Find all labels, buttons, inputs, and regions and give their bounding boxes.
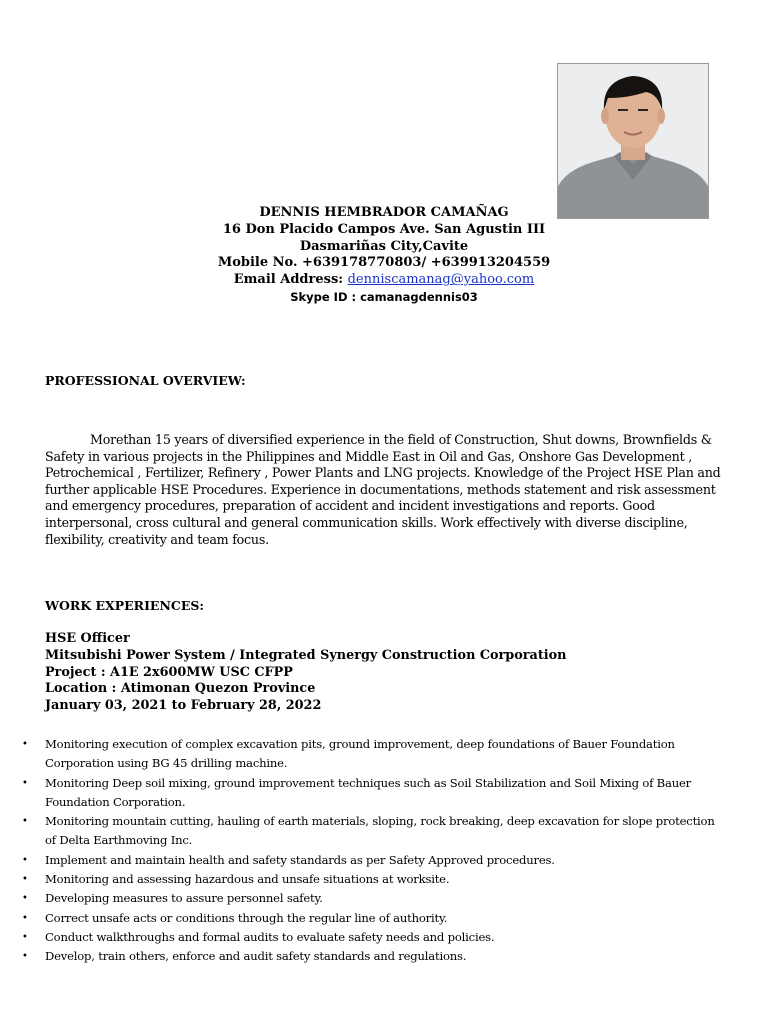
profile-photo — [557, 63, 709, 219]
address-line-2: Dasmariñas City,Cavite — [299, 238, 469, 254]
duty-text: Conduct walkthroughs and formal audits to evaluate safety needs and policies. — [45, 929, 495, 944]
overview-paragraph: Morethan 15 years of diversified experience in the field of Construction, Shut downs, Brownfields & Safety in various projects in the Philippines and Middle East in Oil and Gas, Onshore Gas Development , Petrochemical , Fertilizer, Refinery , Power Plants and LNG projects. Knowledge of the Project HSE Plan and further applicable HSE Procedures. Experience in documentations, methods statement and risk assessment and emergency procedures, preparation of accident and incident investigations and reports. Good interpersonal, cross cultural and general communication skills. Work effectively with diverse discipline, flexibility, creativity and team focus. — [45, 432, 721, 547]
bullet-icon: • — [22, 893, 28, 905]
list-item — [22, 928, 722, 947]
contact-header — [180, 205, 588, 305]
job-dates: January 03, 2021 to February 28, 2022 — [45, 698, 322, 714]
bullet-icon: • — [22, 816, 28, 828]
email-line — [180, 272, 588, 289]
duty-text: Monitoring Deep soil mixing, ground improvement techniques such as Soil Stabilization and Soil Mixing of Bauer Foundation Corporation. — [45, 775, 691, 809]
duty-text: Implement and maintain health and safety standards as per Safety Approved procedures. — [45, 852, 555, 867]
bullet-icon: • — [22, 854, 28, 866]
email-label: Email Address: — [233, 272, 348, 288]
list-item — [22, 870, 722, 889]
profile-photo-image — [558, 64, 708, 218]
job-project: Project : A1E 2x600MW USC CFPP — [45, 664, 293, 680]
work-experience-heading: WORK EXPERIENCES: — [45, 598, 204, 613]
job-entry — [45, 631, 725, 715]
overview-section — [45, 432, 725, 548]
list-item — [22, 774, 722, 813]
duty-text: Monitoring mountain cutting, hauling of earth materials, sloping, rock breaking, deep excavation for slope protection of Delta Earthmoving Inc. — [45, 814, 715, 848]
list-item — [22, 812, 722, 851]
job-location: Location : Atimonan Quezon Province — [45, 681, 316, 697]
bullet-icon: • — [22, 931, 28, 943]
list-item — [22, 851, 722, 870]
overview-heading: PROFESSIONAL OVERVIEW: — [45, 373, 246, 388]
email-link[interactable]: denniscamanag@yahoo.com — [347, 272, 535, 288]
list-item — [22, 735, 722, 774]
duty-text: Correct unsafe acts or conditions through the regular line of authority. — [45, 910, 448, 925]
list-item — [22, 889, 722, 908]
job-position: HSE Officer — [45, 631, 130, 646]
bullet-icon: • — [22, 739, 28, 750]
duty-text: Monitoring and assessing hazardous and unsafe situations at worksite. — [45, 872, 450, 887]
duty-text: Develop, train others, enforce and audit safety standards and regulations. — [45, 949, 467, 964]
job-company: Mitsubishi Power System / Integrated Synergy Construction Corporation — [45, 647, 567, 663]
mobile-number: Mobile No. +639178770803/ +639913204559 — [217, 255, 551, 271]
address-line-1: 16 Don Placido Campos Ave. San Agustin III — [222, 221, 546, 237]
list-item — [22, 909, 722, 928]
bullet-icon: • — [22, 777, 28, 789]
duty-text: Developing measures to assure personnel safety. — [45, 891, 323, 906]
duty-text: Monitoring execution of complex excavation pits, ground improvement, deep foundations of Bauer Foundation Corporation using BG 45 drilling machine. — [45, 737, 675, 771]
list-item — [22, 947, 722, 966]
bullet-icon: • — [22, 874, 28, 886]
bullet-icon: • — [22, 912, 28, 924]
bullet-icon: • — [22, 951, 28, 963]
duties-list — [22, 735, 722, 967]
applicant-name: DENNIS HEMBRADOR CAMAÑAG — [259, 205, 509, 220]
skype-id: Skype ID : camanagdennis03 — [290, 289, 478, 304]
